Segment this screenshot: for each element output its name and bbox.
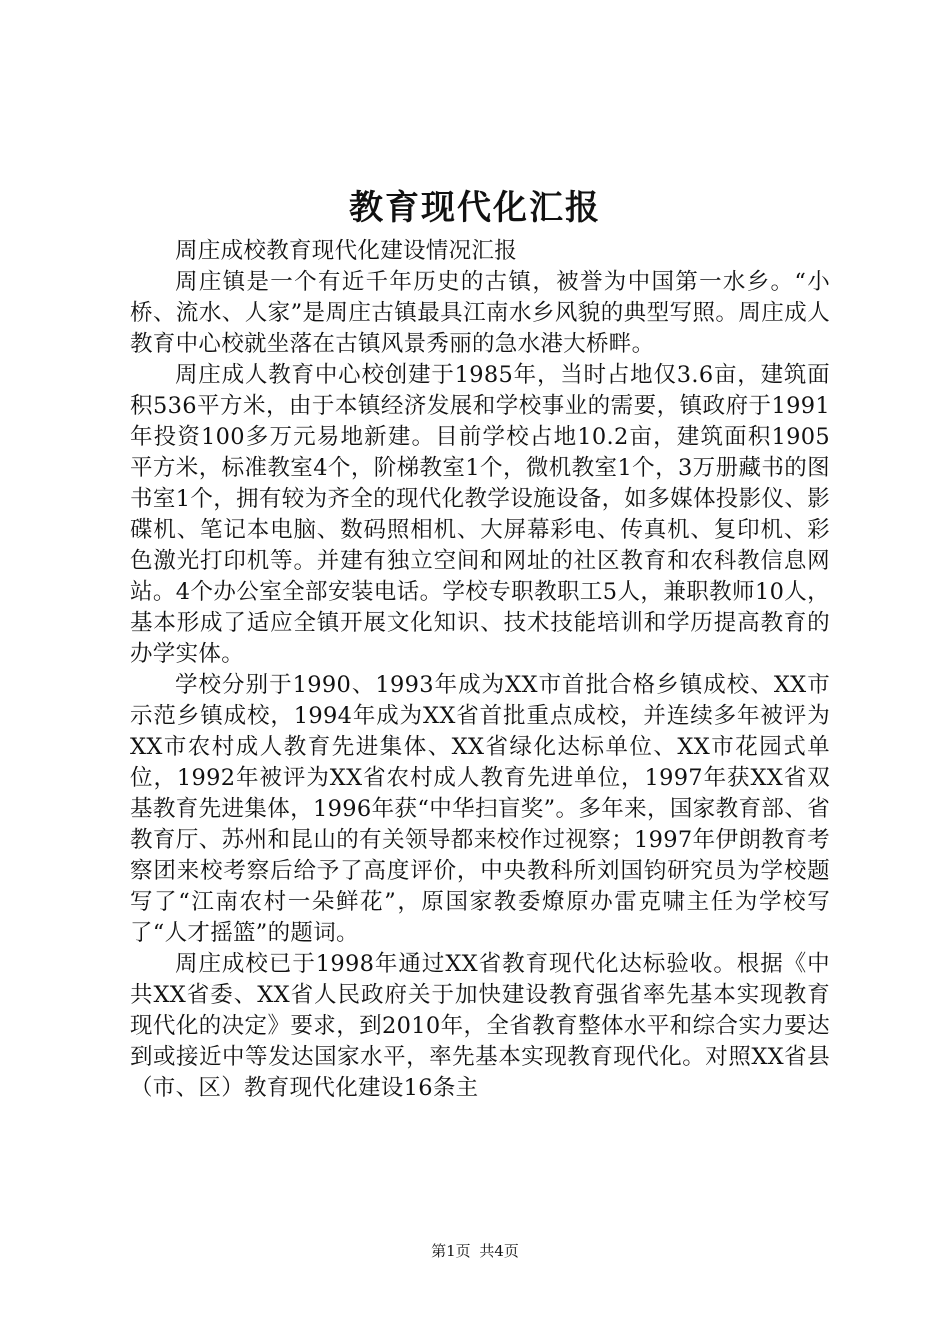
page-number: 第1页 xyxy=(431,1242,471,1260)
paragraph-4: 周庄成校已于1998年通过XX省教育现代化达标验收。根据《中共XX省委、XX省人民政府关于加快建设教育强省率先基本实现教育现代化的决定》要求，到2010年，全省教育整体水平和综合实力要达到或接近中等发达国家水平，率先基本实现教育现代化。对照XX省县（市、区）教育现代化建设16条主 xyxy=(130,951,830,1101)
paragraph-2: 周庄成人教育中心校创建于1985年，当时占地仅3.6亩，建筑面积536平方米，由于本镇经济发展和学校事业的需要，镇政府于1991年投资100多万元易地新建。目前学校占地10.2亩，建筑面积1905平方米，标准教室4个，阶梯教室1个，微机教室1个，3万册藏书的图书室1个，拥有较为齐全的现代化教学设施设备，如多媒体投影仪、影碟机、笔记本电脑、数码照相机、大屏幕彩电、传真机、复印机、彩色激光打印机等。并建有独立空间和网址的社区教育和农科教信息网站。4个办公室全部安装电话。学校专职教职工5人，兼职教师10人，基本形成了适应全镇开展文化知识、技术技能培训和学历提高教育的办学实体。 xyxy=(130,362,830,667)
document-subtitle: 周庄成校教育现代化建设情况汇报 xyxy=(175,238,518,264)
document-title: 教育现代化汇报 xyxy=(349,188,601,228)
page-footer xyxy=(0,1240,950,1262)
paragraph-3: 学校分别于1990、1993年成为XX市首批合格乡镇成校、XX市示范乡镇成校，1994年成为XX省首批重点成校，并连续多年被评为XX市农村成人教育先进集体、XX省绿化达标单位、XX市花园式单位，1992年被评为XX省农村成人教育先进单位，1997年获XX省双基教育先进集体，1996年获“中华扫盲奖”。多年来，国家教育部、省教育厅、苏州和昆山的有关领导都来校作过视察；1997年伊朗教育考察团来校考察后给予了高度评价，中央教科所刘国钧研究员为学校题写了“江南农村一朵鲜花”，原国家教委燎原办雷克啸主任为学校写了“人才摇篮”的题词。 xyxy=(130,672,830,946)
paragraph-1: 周庄镇是一个有近千年历史的古镇，被誉为中国第一水乡。“小桥、流水、人家”是周庄古镇最具江南水乡风貌的典型写照。周庄成人教育中心校就坐落在古镇风景秀丽的急水港大桥畔。 xyxy=(130,269,830,357)
document-body xyxy=(130,236,830,1104)
page-total: 共4页 xyxy=(479,1242,519,1260)
